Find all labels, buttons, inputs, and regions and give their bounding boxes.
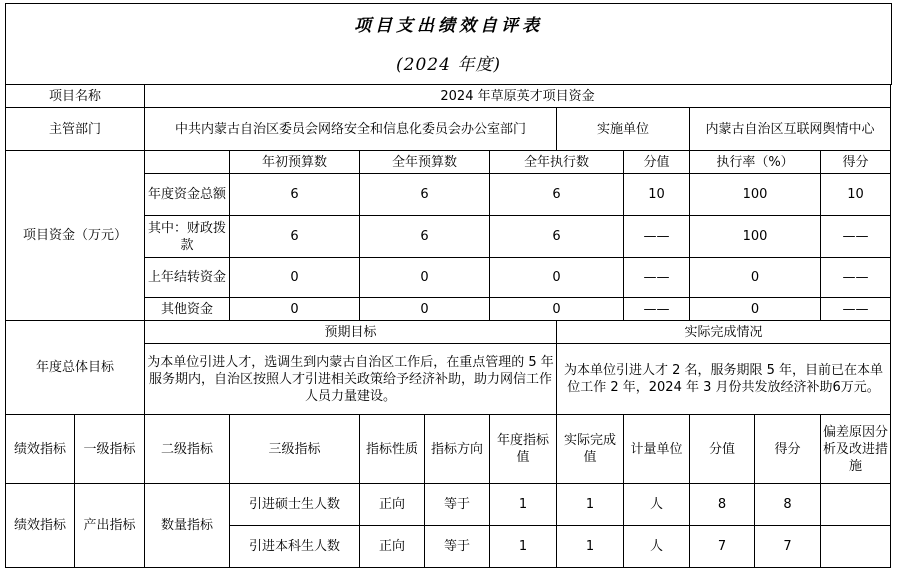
funds-cell: 0 [690, 258, 821, 298]
funds-cell: 0 [360, 298, 490, 321]
perf-header: 绩效指标 [6, 415, 75, 484]
perf-header: 分值 [690, 415, 755, 484]
funds-cell: 6 [230, 216, 360, 258]
project-name-label: 项目名称 [6, 85, 145, 108]
perf-actual: 1 [557, 526, 624, 568]
perf-score-value: 8 [690, 484, 755, 526]
perf-level3: 引进硕士生人数 [230, 484, 360, 526]
perf-score: 8 [755, 484, 821, 526]
funds-header: 分值 [624, 151, 690, 174]
funds-cell: 6 [360, 174, 490, 216]
title-block [5, 3, 892, 85]
actual-result-header: 实际完成情况 [557, 321, 891, 344]
funds-cell: —— [821, 216, 891, 258]
funds-header-blank [145, 151, 230, 174]
form-title: 项目支出绩效自评表 [354, 16, 543, 36]
perf-level2: 数量指标 [145, 484, 230, 568]
perf-score: 7 [755, 526, 821, 568]
funds-cell: —— [624, 298, 690, 321]
funds-row-name: 其他资金 [145, 298, 230, 321]
dept-label: 主管部门 [6, 108, 145, 151]
impl-label: 实施单位 [557, 108, 690, 151]
funds-cell: 6 [490, 216, 624, 258]
expected-goal-text: 为本单位引进人才，选调生到内蒙古自治区工作后，在重点管理的 5 年服务期内，自治区按照人才引进相关政策给予经济补助，助力网信工作人员力量建设。 [145, 344, 557, 415]
perf-actual: 1 [557, 484, 624, 526]
perf-header: 年度指标值 [490, 415, 557, 484]
funds-cell: 0 [490, 258, 624, 298]
perf-col0: 绩效指标 [6, 484, 75, 568]
expected-goal-header: 预期目标 [145, 321, 557, 344]
perf-direction: 等于 [425, 526, 490, 568]
funds-cell: 6 [360, 216, 490, 258]
funds-cell: 6 [490, 174, 624, 216]
funds-cell: —— [624, 216, 690, 258]
perf-reason [821, 526, 891, 568]
project-name-value: 2024 年草原英才项目资金 [145, 85, 891, 108]
funds-row-name: 上年结转资金 [145, 258, 230, 298]
perf-direction: 等于 [425, 484, 490, 526]
perf-target: 1 [490, 484, 557, 526]
funds-label: 项目资金（万元） [6, 151, 145, 321]
perf-target: 1 [490, 526, 557, 568]
funds-cell: 100 [690, 174, 821, 216]
project-name-row [6, 85, 891, 108]
perf-nature: 正向 [360, 484, 425, 526]
actual-result-text: 为本单位引进人才 2 名，服务期限 5 年，目前已在本单位工作 2 年，2024 年 3 月份共发放经济补助6万元。 [557, 344, 891, 415]
perf-unit: 人 [624, 484, 690, 526]
department-row [6, 108, 891, 151]
perf-header: 计量单位 [624, 415, 690, 484]
funds-cell: —— [821, 258, 891, 298]
funds-cell: —— [821, 298, 891, 321]
perf-level1: 产出指标 [75, 484, 145, 568]
funds-cell: 0 [690, 298, 821, 321]
perf-header: 偏差原因分析及改进措施 [821, 415, 891, 484]
funds-header: 得分 [821, 151, 891, 174]
perf-header: 指标性质 [360, 415, 425, 484]
funds-cell: —— [624, 258, 690, 298]
funds-header: 全年执行数 [490, 151, 624, 174]
goal-label: 年度总体目标 [6, 321, 145, 415]
perf-row [6, 484, 891, 526]
goal-header-row [6, 321, 891, 344]
perf-header: 实际完成值 [557, 415, 624, 484]
perf-header: 二级指标 [145, 415, 230, 484]
perf-header: 三级指标 [230, 415, 360, 484]
funds-header: 全年预算数 [360, 151, 490, 174]
impl-value: 内蒙古自治区互联网舆情中心 [690, 108, 891, 151]
funds-row-name: 年度资金总额 [145, 174, 230, 216]
funds-cell: 0 [230, 298, 360, 321]
evaluation-table [5, 84, 891, 568]
funds-header: 执行率（%） [690, 151, 821, 174]
perf-nature: 正向 [360, 526, 425, 568]
perf-header: 得分 [755, 415, 821, 484]
self-evaluation-form [5, 3, 892, 568]
form-year: (2024 年度) [396, 55, 501, 75]
perf-header-row [6, 415, 891, 484]
perf-header: 一级指标 [75, 415, 145, 484]
perf-header: 指标方向 [425, 415, 490, 484]
funds-cell: 0 [360, 258, 490, 298]
funds-header: 年初预算数 [230, 151, 360, 174]
dept-value: 中共内蒙古自治区委员会网络安全和信息化委员会办公室部门 [145, 108, 557, 151]
funds-cell: 0 [230, 258, 360, 298]
funds-cell: 100 [690, 216, 821, 258]
funds-cell: 10 [821, 174, 891, 216]
perf-unit: 人 [624, 526, 690, 568]
perf-level3: 引进本科生人数 [230, 526, 360, 568]
funds-cell: 10 [624, 174, 690, 216]
funds-cell: 0 [490, 298, 624, 321]
funds-cell: 6 [230, 174, 360, 216]
perf-score-value: 7 [690, 526, 755, 568]
perf-reason [821, 484, 891, 526]
funds-row-name: 其中：财政拨款 [145, 216, 230, 258]
funds-header-row [6, 151, 891, 174]
